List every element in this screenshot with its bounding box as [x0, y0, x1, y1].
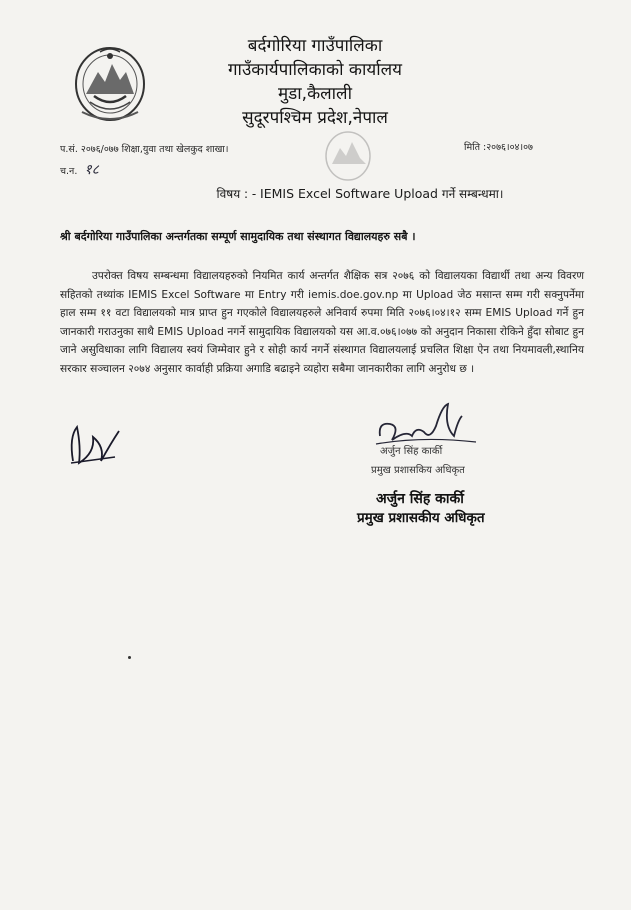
- office-province: सुदूरपश्चिम प्रदेश,नेपाल: [242, 108, 388, 128]
- scan-speck: [128, 656, 131, 659]
- letter-body: [60, 267, 584, 379]
- body-paragraph: उपरोक्त विषय सम्बन्धमा विद्यालयहरुको नियमित कार्य अन्तर्गत शैक्षिक सत्र २०७६ को विद्यालयका विद्यार्थी तथा अन्य विवरण सहितको तथ्यांक IEMIS Excel Software मा Entry गरी iemis.doe.gov.np मा Upload जेठ मसान्त सम्म गरी सक्नुपर्नेमा हाल सम्म ११ वटा विद्यालयको मात्र प्राप्त हुन गएकोले विद्यालयहरुले अनिवार्य रुपमा मिति २०७६।०४।१२ सम्म EMIS Upload गर्ने हुन जानकारी गराउनुका साथै EMIS Upload नगर्ने सामुदायिक विद्यालयको यस आ.व.०७६।०७७ को अनुदान निकासा रोकिने हुँदा सोबाट हुन जाने असुविधाका लागि विद्यालय स्वयं जिम्मेवार हुने र सोही कार्य नगर्ने संस्थागत विद्यालयलाई प्रचलित शिक्षा ऐन तथा नियमावली,स्थानिय सरकार सञ्चालन २०७४ अनुसार कार्वाही प्रक्रिया अगाडि बढाइने व्यहोरा सबैमा जानकारीका लागि अनुरोध छ ।: [60, 270, 584, 375]
- signatory-name-small: अर्जुन सिंह कार्की: [380, 446, 443, 457]
- initials-signature-icon: [65, 417, 125, 469]
- signatory-title-stamp: प्रमुख प्रशासकीय अधिकृत: [357, 510, 485, 526]
- subject-title: IEMIS Excel Software Upload: [260, 186, 438, 201]
- reference-number: प.सं. २०७६/०७७ शिक्षा,युवा तथा खेलकुद शाखा।: [60, 144, 229, 155]
- office-department: गाउँकार्यपालिकाको कार्यालय: [227, 60, 403, 80]
- signatory-name-stamp: अर्जुन सिंह कार्की: [376, 491, 464, 507]
- office-watermark-icon: [322, 128, 374, 184]
- subject-prefix: विषय : -: [216, 187, 257, 201]
- subject-line: [140, 185, 580, 202]
- subject-suffix: गर्ने सम्बन्धमा।: [441, 187, 504, 201]
- office-name: बर्दगोरिया गाउँपालिका: [247, 36, 383, 56]
- addressee: श्री बर्दगोरिया गाउँपालिका अन्तर्गतका सम्पूर्ण सामुदायिक तथा संस्थागत विद्यालयहरु सबै ।: [60, 230, 416, 243]
- signatory-title-small: प्रमुख प्रशासकिय अधिकृत: [371, 465, 465, 476]
- dispatch-value: १८: [84, 162, 99, 178]
- dispatch-label: च.न.: [60, 166, 78, 177]
- office-location: मुडा,कैलाली: [278, 84, 352, 104]
- letter-date: मिति :२०७६।०४।०७: [464, 142, 533, 153]
- dispatch-number: [60, 160, 99, 179]
- nepal-emblem-icon: [72, 42, 148, 124]
